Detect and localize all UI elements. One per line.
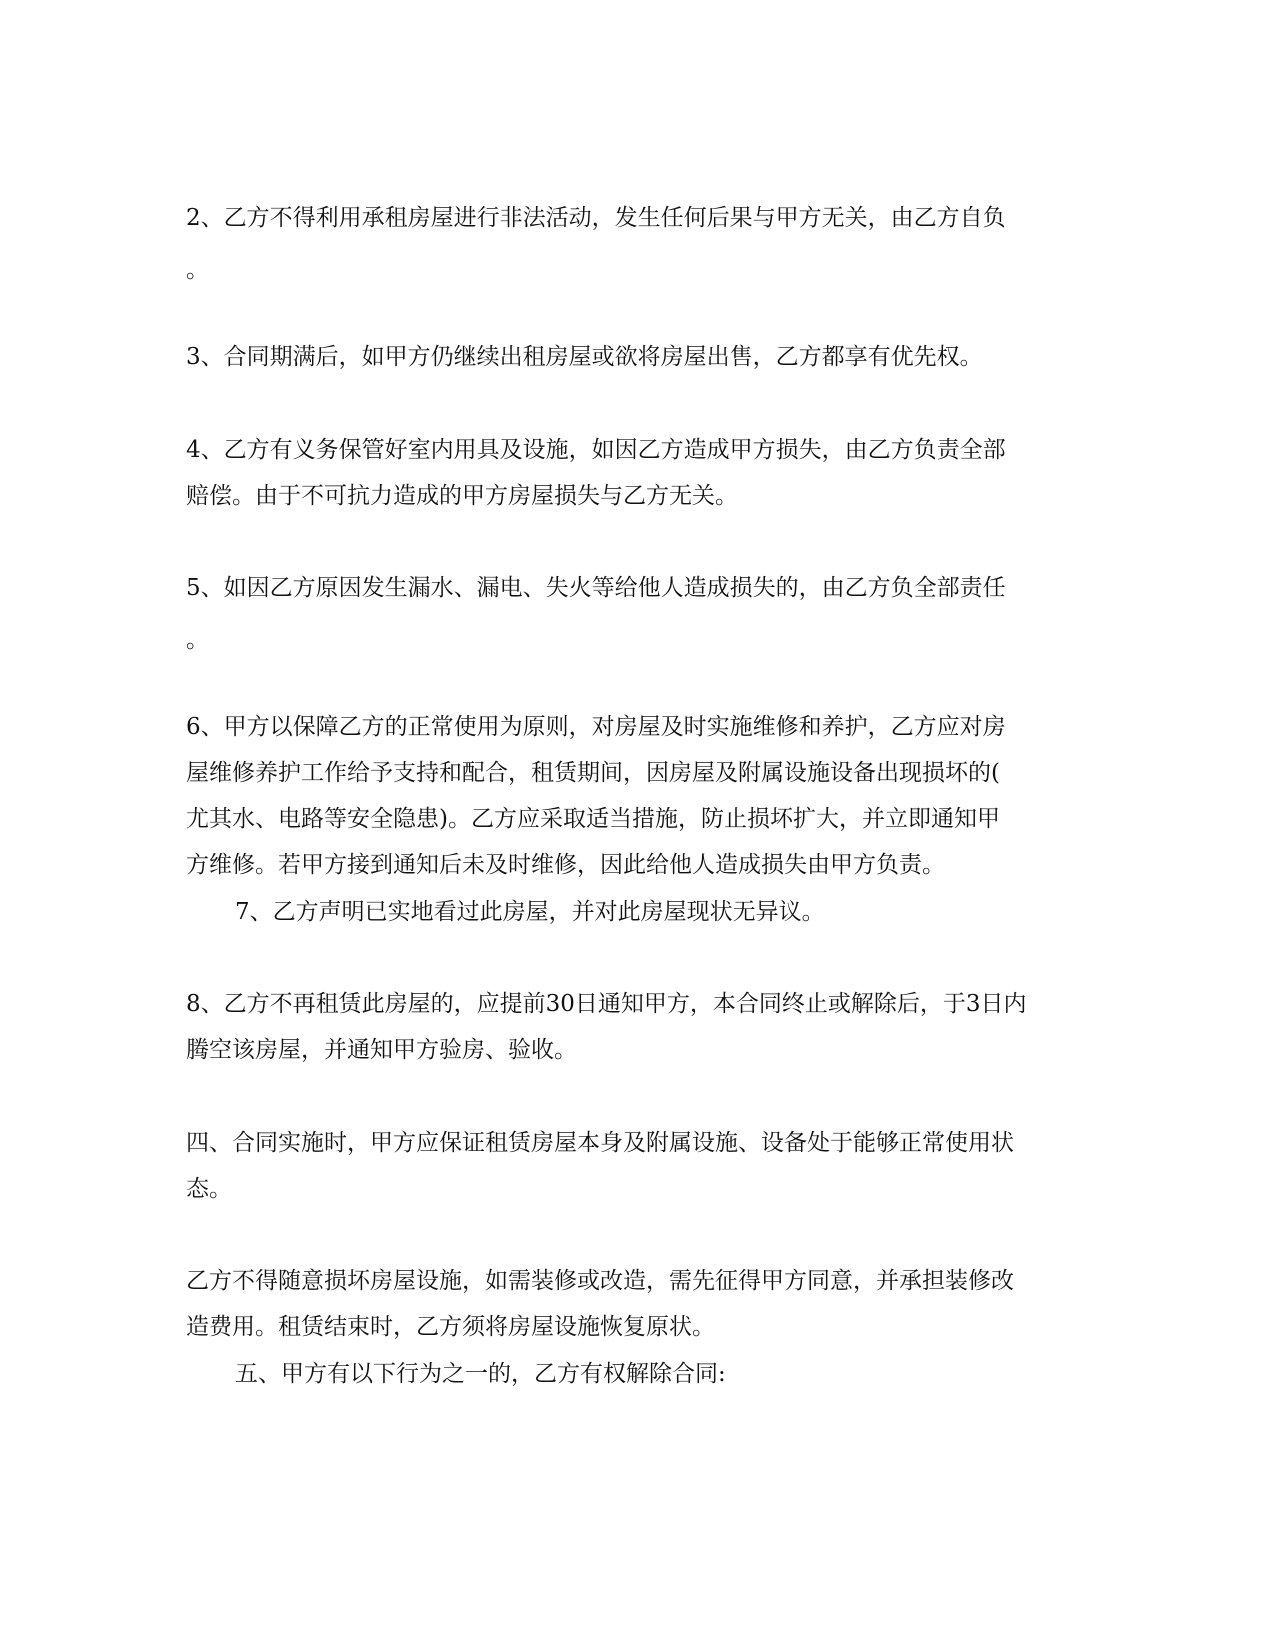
paragraph-line: 。 — [186, 257, 209, 283]
paragraph-line: 5、如因乙方原因发生漏水、漏电、失火等给他人造成损失的，由乙方负全部责任 — [186, 575, 1006, 601]
paragraph-line: 7、乙方声明已实地看过此房屋，并对此房屋现状无异议。 — [235, 899, 825, 925]
paragraph-line: 屋维修养护工作给予支持和配合，租赁期间，因房屋及附属设施设备出现损坏的( — [186, 760, 1000, 786]
paragraph-line: 态。 — [186, 1176, 232, 1202]
paragraph-line: 乙方不得随意损坏房屋设施，如需装修或改造，需先征得甲方同意，并承担装修改 — [186, 1268, 1014, 1294]
paragraph-line: 四、合同实施时，甲方应保证租赁房屋本身及附属设施、设备处于能够正常使用状 — [186, 1130, 1014, 1156]
paragraph-line: 。 — [186, 627, 209, 653]
paragraph-line: 方维修。若甲方接到通知后未及时维修，因此给他人造成损失由甲方负责。 — [186, 852, 945, 878]
paragraph-line: 3、合同期满后，如甲方仍继续出租房屋或欲将房屋出售，乙方都享有优先权。 — [186, 344, 983, 370]
paragraph-line: 腾空该房屋，并通知甲方验房、验收。 — [186, 1037, 577, 1063]
paragraph-line: 6、甲方以保障乙方的正常使用为原则，对房屋及时实施维修和养护，乙方应对房 — [186, 714, 1006, 740]
paragraph-line: 8、乙方不再租赁此房屋的，应提前30日通知甲方，本合同终止或解除后，于3日内 — [186, 991, 1027, 1017]
paragraph-line: 造费用。租赁结束时，乙方须将房屋设施恢复原状。 — [186, 1314, 715, 1340]
paragraph-line: 2、乙方不得利用承租房屋进行非法活动，发生任何后果与甲方无关，由乙方自负 — [186, 205, 1006, 231]
paragraph-line: 五、甲方有以下行为之一的，乙方有权解除合同: — [235, 1361, 726, 1387]
paragraph-line: 赔偿。由于不可抗力造成的甲方房屋损失与乙方无关。 — [186, 483, 738, 509]
paragraph-line: 尤其水、电路等安全隐患)。乙方应采取适当措施，防止损坏扩大，并立即通知甲 — [186, 806, 1000, 832]
paragraph-line: 4、乙方有义务保管好室内用具及设施，如因乙方造成甲方损失，由乙方负责全部 — [186, 437, 1006, 463]
